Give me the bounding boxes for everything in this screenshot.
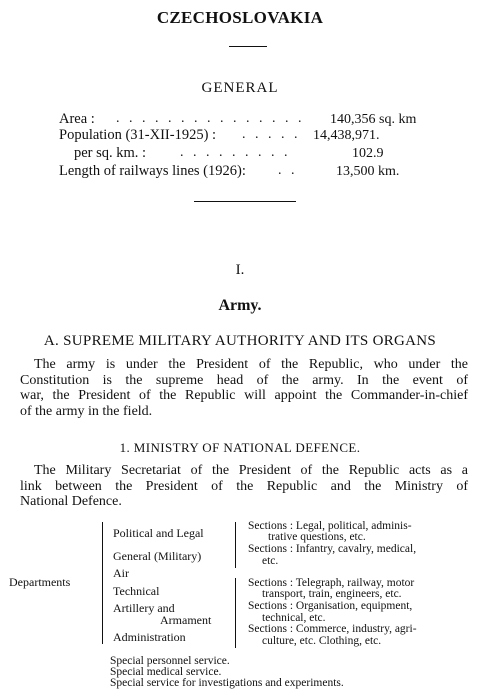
part-number: I.: [235, 262, 245, 278]
text-line: National Defence.: [20, 494, 122, 509]
department-administration: Administration: [113, 630, 186, 644]
stat-value-railways: 13,500 km.: [336, 164, 400, 179]
sections-line: trative questions, etc.: [268, 531, 366, 543]
stat-value-population: 14,438,971.: [313, 128, 380, 143]
department-air: Air: [113, 566, 129, 580]
stat-value-density: 102.9: [352, 146, 384, 161]
paragraph-president: [20, 357, 468, 419]
department-political-legal: Political and Legal: [113, 526, 204, 540]
departments-label: Departments: [9, 575, 71, 589]
stat-label-area: Area :: [59, 111, 95, 127]
section-brace: [235, 601, 236, 625]
sections-line: transport, train, engineers, etc.: [262, 588, 402, 600]
department-artillery: Artillery and: [113, 601, 175, 615]
leader-dots: . . . . . . . . . . . . . . .: [116, 111, 305, 126]
department-general-military: General (Military): [113, 549, 202, 563]
special-service: Special personnel service.: [110, 655, 230, 667]
section-heading: A. SUPREME MILITARY AUTHORITY AND ITS ORGANS: [43, 333, 437, 349]
title-rule: [229, 46, 267, 47]
leader-dots: . . . . .: [242, 127, 301, 142]
leader-dots: . .: [278, 163, 298, 178]
department-technical: Technical: [113, 584, 160, 598]
sections-line: etc.: [262, 555, 279, 567]
section-brace: [235, 578, 236, 602]
section-brace: [235, 522, 236, 546]
sections-line: Sections : Organisation, equipment,: [248, 600, 413, 612]
country-title: CZECHOSLOVAKIA: [156, 8, 324, 27]
special-service: Special medical service.: [110, 666, 222, 678]
text-line: Constitution is the supreme head of the army. In the event of: [20, 372, 468, 388]
special-service: Special service for investigations and experiments.: [110, 677, 344, 689]
text-line: The army is under the President of the Republic, who under the: [34, 357, 468, 372]
text-line: war, the President of the Republic will appoint the Commander-in-chief: [20, 388, 468, 403]
general-heading: GENERAL: [201, 80, 279, 96]
departments-brace: [102, 522, 103, 644]
section-brace: [235, 544, 236, 568]
sections-line: technical, etc.: [262, 612, 326, 624]
stat-value-area: 140,356 sq. km: [330, 112, 417, 127]
part-title: Army.: [218, 297, 262, 314]
section-brace: [235, 624, 236, 648]
sections-line: culture, etc. Clothing, etc.: [262, 635, 382, 647]
text-line: The Military Secretariat of the President of the Republic acts as a: [34, 463, 468, 478]
stat-label-population: Population (31-XII-1925) :: [59, 127, 217, 143]
subsection-heading: 1. MINISTRY OF NATIONAL DEFENCE.: [119, 440, 361, 455]
paragraph-secretariat: [20, 463, 468, 510]
stat-label-density: per sq. km. :: [74, 145, 147, 161]
sections-line: Sections : Commerce, industry, agri-: [248, 623, 417, 635]
sections-line: Sections : Infantry, cavalry, medical,: [248, 543, 417, 555]
sections-line: Sections : Telegraph, railway, motor: [248, 577, 415, 589]
text-line: of the army in the field.: [20, 403, 153, 419]
section-rule: [194, 201, 296, 202]
department-armament: Armament: [160, 613, 212, 627]
sections-line: Sections : Legal, political, adminis-: [248, 520, 412, 532]
leader-dots: . . . . . . . . .: [180, 145, 291, 160]
text-line: link between the President of the Republic and the Ministry of: [20, 478, 468, 494]
stat-label-railways: Length of railways lines (1926):: [59, 163, 246, 179]
